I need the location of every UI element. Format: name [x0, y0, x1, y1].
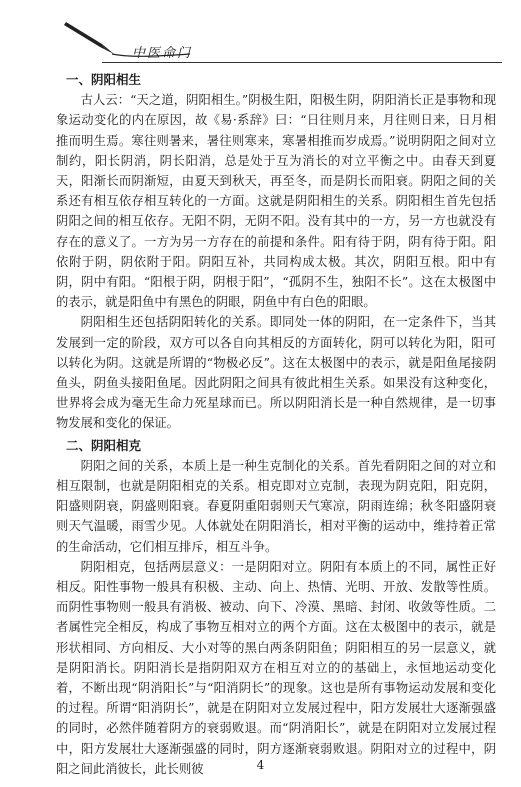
- paragraph: 阴阳之间的关系，本质上是一种生克制化的关系。首先看阴阳之间的对立和相互限制，也就是阴阳相克的关系。相克即对立克制，表现为阴克阳，阳克阴，阳盛则阴衰，阴盛则阳衰。春夏阴重阳弱则天气寒凉，阴雨连绵；秋冬阳盛阴衰则天气温暖，雨雪少见。人体就处在阴阳消长，相对平衡的运动中，维持着正常的生命活动，它们相互排斥，相互斗争。: [56, 458, 496, 554]
- paragraph: 阴阳相克，包括两层意义：一是阴阳对立。阴阳有本质上的不同，属性正好相反。阳性事物一般具有积极、主动、向上、热情、光明、开放、发散等性质。而阴性事物则一般具有消极、被动、向下、冷漠、黑暗、封闭、收敛等性质。二者属性完全相反，构成了事物互相对立的两个方面。这在太极图中的表示，就是形状相同、方向相反、大小对等的黑白两条阴阳鱼；阴阳相互的另一层意义，就是阴阳消长。阴阳消长是指阴阳双方在相互对立的的基础上，永恒地运动变化着，不断出现“阴消阳长”与“阳消阴长”的现象。这也是所有事物运动发展和变化的过程。所谓“阳消阴长”，就是在阴阳对立发展过程中，阳方发展壮大逐渐强盛的同时，必然伴随着阴方的衰弱败退。而“阴消阳长”，就是在阴阳对立发展过程中，阳方发展壮大逐渐强盛的同时，阴方逐渐衰弱败退。阴阳对立的过程中，阴阳之间此消彼长，此长则彼: [56, 559, 496, 776]
- page-number: 4: [256, 758, 265, 772]
- section-title-yinyang-mutual-restraint: 二、阴阳相克: [66, 437, 142, 453]
- page-header: [62, 12, 502, 64]
- section-title-yinyang-mutual-generation: 一、阴阳相生: [66, 72, 142, 87]
- header-rule: [102, 62, 502, 63]
- paragraph: 古人云：“天之道，阴阳相生。”阴极生阳，阳极生阴，阴阳消长正是事物和现象运动变化的内在原因，故《易·系辞》曰：“日往则月来，月往则日来，日月相推而明生焉。寒往则暑来，暑往则寒来，寒暑相推而岁成焉。”说明阴阳之间对立制约，阳长阴消，阴长阳消，总是处于互为消长的对立平衡之中。由春天到夏天，阳渐长而阴渐短，由夏天到秋天，再至冬，而是阴长而阳衰。阴阳之间的关系还有相互依存相互转化的一方面。这就是阴阳相生的关系。阴阳相生首先包括阴阳之间的相互依存。无阳不阴，无阴不阳。没有其中的一方，另一方也就没有存在的意义了。一方为另一方存在的前提和条件。阳有待于阴，阴有待于阳。阳依附于阴，阴依附于阳。阴阳互补，共同构成太极。其次，阴阳互根。阳中有阴，阴中有阳。“阳根于阴，阴根于阳”，“孤阴不生，独阳不长”。这在太极图中的表示，就是阳鱼中有黑色的阴眼，阴鱼中有白色的阳眼。: [56, 93, 496, 310]
- paragraph: 阴阳相生还包括阴阳转化的关系。即同处一体的阴阳，在一定条件下，当其发展到一定的阶段，双方可以各自向其相反的方面转化，阴可以转化为阳，阳可以转化为阴。这就是所谓的“物极必反”。这在太极图中的表示，就是阳鱼尾接阴鱼头，阴鱼头接阳鱼尾。因此阴阳之间具有彼此相生关系。如果没有这种变化，世界将会成为毫无生命力死星球而已。所以阴阳消长是一种自然规律，是一切事物发展和变化的保证。: [56, 315, 496, 431]
- book-title: 中医命门: [132, 46, 193, 61]
- page-body: [56, 70, 496, 779]
